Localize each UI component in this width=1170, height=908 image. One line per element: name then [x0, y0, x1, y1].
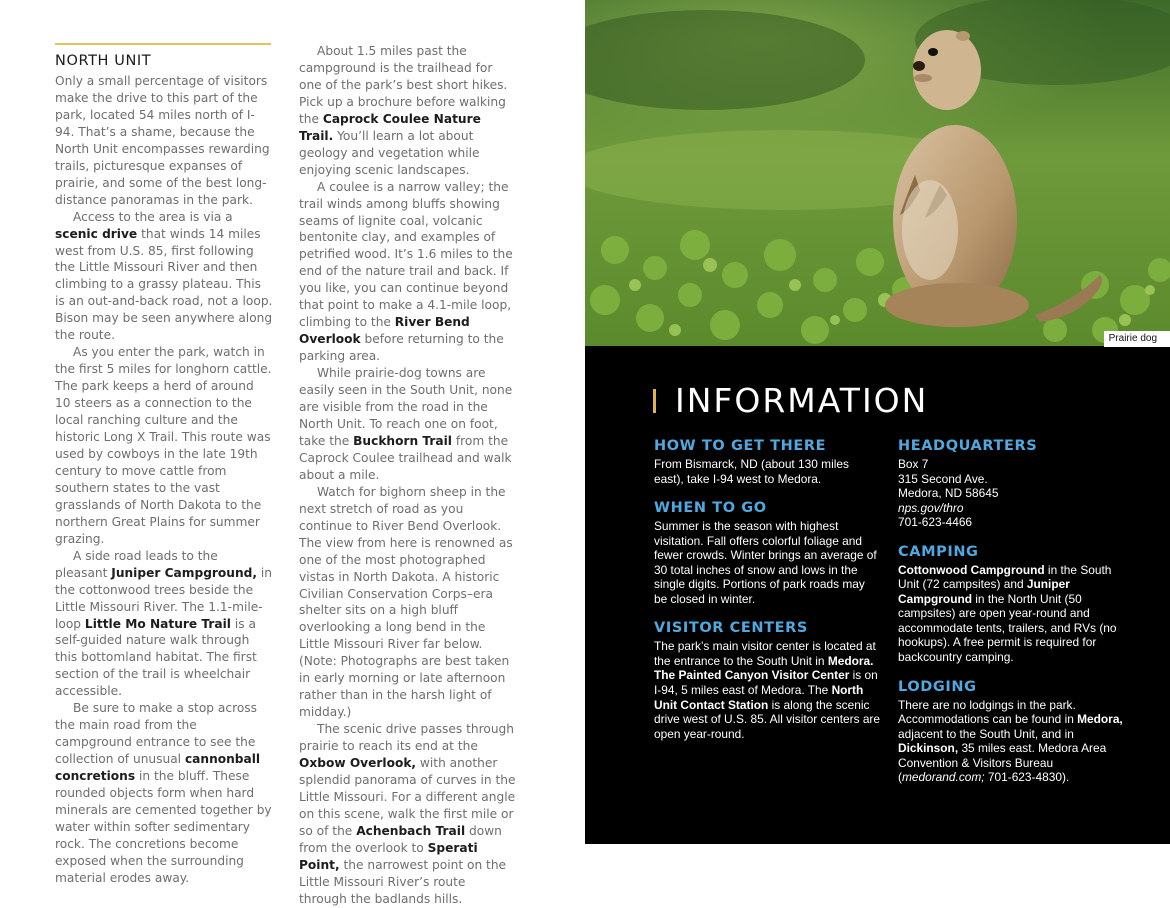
info-column-1	[654, 437, 880, 754]
term-caprock-coulee-nature-trail: Caprock Coulee Nature Trail.	[299, 111, 481, 143]
hq-address-line-3: Medora, ND 58645	[898, 486, 999, 501]
left-page	[0, 0, 585, 906]
photo-caption: Prairie dog	[1104, 331, 1170, 347]
text-how-to-get-there: From Bismarck, ND (about 130 miles east), take I-94 west to Medora.	[654, 457, 849, 486]
text-column-1	[55, 43, 273, 887]
heading-visitor-centers: VISITOR CENTERS	[654, 620, 808, 637]
information-heading	[653, 381, 928, 421]
prairie-dog-photo	[585, 0, 1170, 346]
text-lodging: There are no lodgings in the park. Accommodations can be found in Medora, adjacent to the South Unit, and in Dickinson, 35 miles east. Medora Area Convention & Visitors Bureau (medorand.com; 701-623-4830).	[898, 697, 1123, 785]
right-page	[585, 0, 1170, 844]
hq-address-line-2: 315 Second Ave.	[898, 471, 988, 486]
heading-when-to-go: WHEN TO GO	[654, 500, 767, 517]
paragraph: Only a small percentage of visitors make the drive to this part of the park, located 54 miles north of I-94. That’s a shame, because the North Unit encompasses rewarding trails, picturesque expanses of prairie, and some of the best long-distance panoramas in the park.	[55, 74, 270, 207]
info-block-visitor-centers	[654, 619, 880, 741]
hq-website: nps.gov/thro	[898, 500, 964, 515]
term-oxbow-overlook: Oxbow Overlook,	[299, 756, 417, 771]
hq-address-line-1: Box 7	[898, 457, 929, 471]
info-block-when-to-go	[654, 499, 880, 606]
paragraph: Watch for bighorn sheep in the next stretch of road as you continue to River Bend Overlook. The view from here is renowned as one of the most photographed vistas in North Dakota. A historic Civilian Conservation Corps–era shelter sits on a high bluff overlooking a long bend in the Little Missouri River far below. (Note: Photographs are best taken in early morning or late afternoon rather than in the harsh light of midday.)	[299, 484, 513, 720]
paragraph: Be sure to make a stop across the main road from the campground entrance to see the collection of unusual cannonball concretions in the bluff. These rounded objects form when hard minerals are cemented together by water within softer sedimentary rock. The concretions become exposed when the surrounding material erodes away.	[55, 701, 272, 885]
term-river-bend-overlook: River Bend Overlook	[299, 315, 470, 347]
paragraph: About 1.5 miles past the campground is the trailhead for one of the park’s best short hikes. Pick up a brochure before walking the Caprock Coulee Nature Trail. You’ll learn a lot about geology and vegetation while enjoying scenic landscapes.	[299, 44, 508, 177]
paragraph: While prairie-dog towns are easily seen in the South Unit, none are visible from the road in the North Unit. To reach one on foot, take the Buckhorn Trail from the Caprock Coulee trailhead and walk about a mile.	[299, 366, 513, 482]
term-achenbach-trail: Achenbach Trail	[356, 823, 466, 838]
text-column-2	[299, 43, 517, 908]
info-block-headquarters	[898, 437, 1128, 530]
term-scenic-drive: scenic drive	[55, 226, 138, 241]
heading-accent-bar	[653, 389, 656, 413]
info-block-how-to-get-there	[654, 437, 880, 486]
paragraph: As you enter the park, watch in the first 5 miles for longhorn cattle. The park keeps a herd of around 10 steers as a connection to the local ranching culture and the historic Long X Trail. This route was used by cowboys in the late 19th century to move cattle from southern states to the vast grasslands of North Dakota to the northern Great Plains for summer grazing.	[55, 345, 272, 546]
term-sperati-point: Sperati Point,	[299, 840, 478, 872]
paragraph: Access to the area is via a scenic drive that winds 14 miles west from U.S. 85, first following the Little Missouri River and then climbing to a grassy plateau. This is an out-and-back road, not a loop. Bison may be seen anywhere along the route.	[55, 209, 273, 343]
term-cannonball-concretions: cannonball concretions	[55, 752, 261, 784]
paragraph: A side road leads to the pleasant Juniper Campground, in the cottonwood trees beside the Little Missouri River. The 1.1-mile-loop Little Mo Nature Trail is a self-guided nature walk through this bottomland habitat. The first section of the trail is wheelchair accessible.	[55, 548, 273, 699]
heading-camping: CAMPING	[898, 543, 979, 560]
heading-how-to-get-there: HOW TO GET THERE	[654, 438, 827, 454]
heading-lodging: LODGING	[898, 678, 977, 695]
heading-headquarters: HEADQUARTERS	[898, 438, 1038, 454]
term-juniper-campground: Juniper Campground,	[111, 565, 258, 580]
info-column-2	[898, 437, 1128, 798]
information-title: INFORMATION	[675, 381, 929, 420]
term-little-mo-nature-trail: Little Mo Nature Trail	[84, 616, 231, 631]
info-block-lodging	[898, 678, 1128, 785]
term-buckhorn-trail: Buckhorn Trail	[353, 433, 452, 448]
info-block-camping	[898, 543, 1128, 665]
text-when-to-go: Summer is the season with highest visitation. Fall offers colorful foliage and fewer crowds. Winter brings an average of 30 total inches of snow and lows in the single digits. Portions of park roads may be closed in winter.	[654, 519, 877, 606]
text-camping: Cottonwood Campground in the South Unit (72 campsites) and Juniper Campground in the North Unit (50 campsites) are open year-round and accommodate tents, trailers, and RVs (no hookups). A free permit is required for backcountry camping.	[898, 562, 1117, 665]
hq-phone: 701-623-4466	[898, 515, 973, 530]
paragraph: A coulee is a narrow valley; the trail winds among bluffs showing seams of lignite coal, volcanic bentonite clay, and examples of petrified wood. It’s 1.6 miles to the end of the nature trail and back. If you like, you can continue beyond that point to make a 4.1-mile loop, climbing to the River Bend Overlook before returning to the parking area.	[299, 179, 513, 364]
section-title-north-unit: NORTH UNIT	[55, 53, 152, 69]
paragraph: The scenic drive passes through prairie to reach its end at the Oxbow Overlook, with another splendid panorama of curves in the Little Missouri. For a different angle on this scene, walk the first mile or so of the Achenbach Trail down from the overlook to Sperati Point, the narrowest point on the Little Missouri River’s route through the badlands hills.	[299, 722, 516, 906]
text-visitor-centers: The park’s main visitor center is located at the entrance to the South Unit in Medora. The Painted Canyon Visitor Center is on I-94, 5 miles east of Medora. The North Unit Contact Station is along the scenic drive west of U.S. 85. All visitor centers are open year-round.	[654, 639, 881, 741]
section-rule	[55, 43, 271, 45]
